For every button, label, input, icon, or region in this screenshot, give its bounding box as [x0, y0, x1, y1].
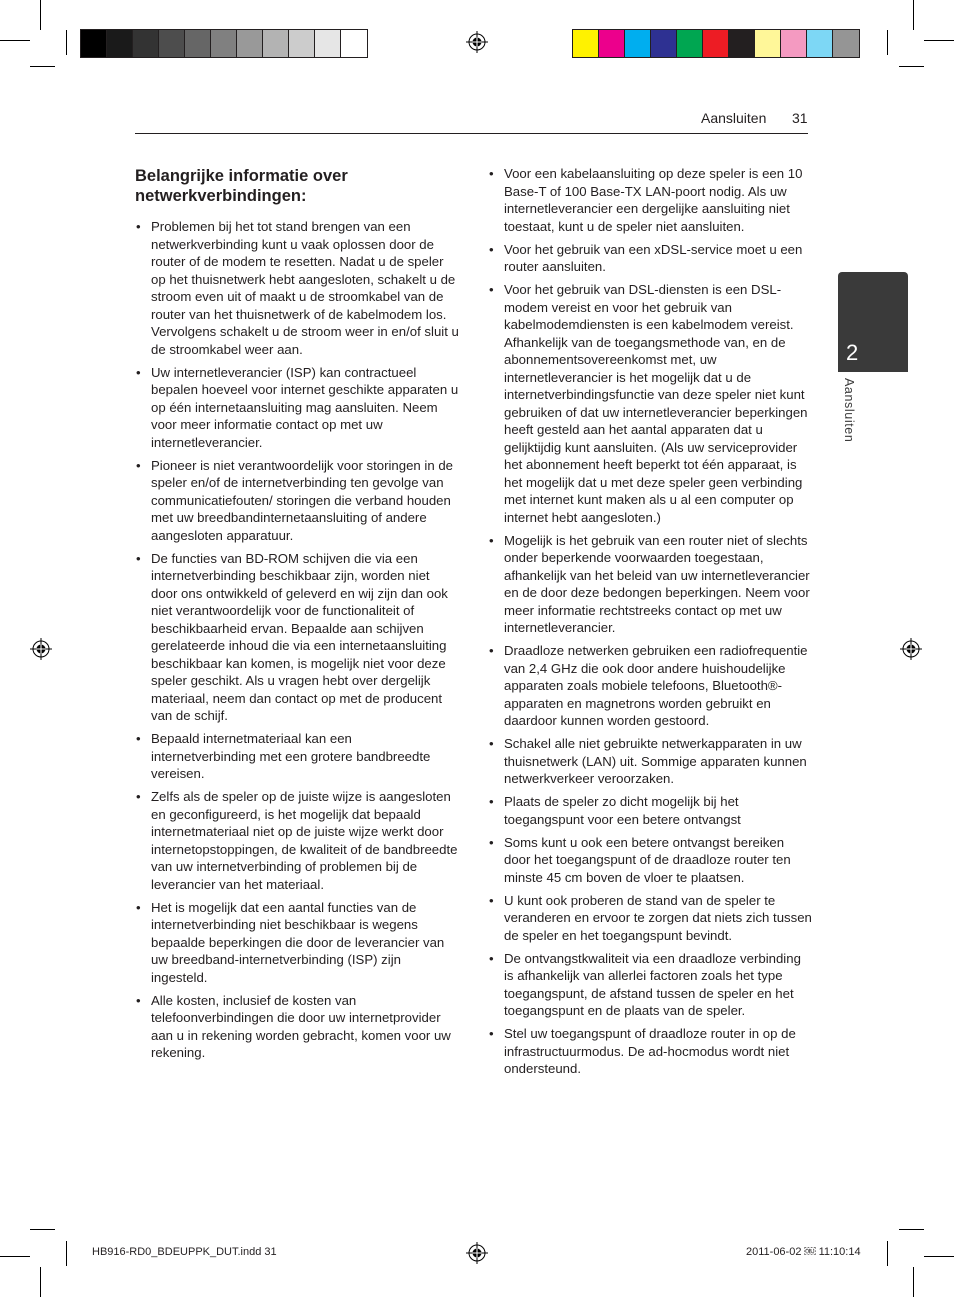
color-swatch [237, 30, 263, 57]
color-swatch [755, 30, 781, 57]
list-item-text: Plaats de speler zo dicht mogelijk bij het toegangspunt voor een betere ontvangst [504, 794, 741, 827]
list-item [488, 735, 812, 788]
crop-mark [924, 1256, 954, 1257]
list-item [488, 281, 812, 526]
list-item-text: Alle kosten, inclusief de kosten van telefoonverbindingen die door uw internetprovider aan u in rekening worden gebracht, komen voor uw rekening. [151, 992, 451, 1060]
bullet-icon: • [489, 282, 494, 297]
section-heading: Belangrijke informatie over netwerkverbindingen: [135, 167, 348, 205]
list-item [488, 241, 812, 276]
list-item-text: Voor het gebruik van een xDSL-service moet u een router aansluiten. [504, 241, 803, 274]
registration-mark-icon [30, 638, 52, 660]
crop-mark [0, 40, 30, 41]
color-swatch [807, 30, 833, 57]
list-item-text: Het is mogelijk dat een aantal functies van de internetverbinding niet beschikbaar is wegens bepaalde beperkingen die door de leverancier van uw breedband-internetverbinding (ISP) zijn ingesteld. [151, 899, 445, 985]
crop-mark [887, 1241, 888, 1266]
list-item-text: Uw internetleverancier (ISP) kan contractueel bepalen hoeveel voor internet geschikte apparaten u op één internetaansluiting mag aansluiten. Neem voor meer informatie contact op met uw internetleverancier. [151, 364, 459, 450]
list-item-text: Pioneer is niet verantwoordelijk voor storingen in de speler en/of de internetverbinding ten gevolge van communicatiefouten/ storingen die verband houden met uw breedbandinternetaansluiting of andere aangesloten apparatuur. [151, 457, 454, 543]
list-item [135, 730, 459, 783]
color-swatch [159, 30, 185, 57]
footer-datetime: 2011-06-02 ￼ 11:10:14 [746, 1246, 861, 1258]
left-bullet-list [135, 218, 459, 1062]
list-item-text: U kunt ook proberen de stand van de speler te veranderen en ervoor te zorgen dat niets zich tussen de speler en het toegangspunt bevindt. [504, 892, 812, 943]
list-item [488, 793, 812, 828]
list-item-text: Mogelijk is het gebruik van een router niet of slechts onder beperkende voorwaarden toegestaan, afhankelijk van het beleid van uw internetleverancier en de door deze bedongen beperkingen. Neem voor meer informatie rechtstreeks contact op met uw internetleverancier. [504, 532, 810, 635]
color-swatch [341, 30, 367, 57]
list-item [488, 165, 812, 235]
crop-mark [913, 1267, 914, 1297]
bullet-icon: • [136, 550, 141, 566]
color-swatch [833, 30, 859, 57]
list-item-text: Schakel alle niet gebruikte netwerkapparaten in uw thuisnetwerk (LAN) uit. Sommige apparaten kunnen netwerkverkeer veroorzaken. [504, 736, 807, 786]
list-item [488, 642, 812, 730]
crop-mark [913, 0, 914, 30]
list-item-text: De ontvangstkwaliteit via een draadloze verbinding is afhankelijk van allerlei factoren zoals het type toegangspunt, de afstand tussen de speler en het toegangspunt en de plaats van de speler. [504, 950, 801, 1018]
bullet-icon: • [489, 166, 494, 181]
color-swatch [599, 30, 625, 57]
bullet-icon: • [136, 899, 141, 915]
color-swatch [289, 30, 315, 57]
color-swatch [651, 30, 677, 57]
list-item [488, 1025, 812, 1078]
header-section: Aansluiten [701, 110, 767, 126]
crop-mark [30, 66, 55, 67]
crop-mark [30, 1229, 55, 1230]
bullet-icon: • [489, 1026, 494, 1041]
header-rule [135, 133, 808, 134]
bullet-icon: • [136, 364, 141, 380]
registration-mark-icon [466, 1242, 488, 1264]
list-item-text: Voor een kabelaansluiting op deze speler is een 10 Base-T of 100 Base-TX LAN-poort nodig. Als uw internetleverancier een dergelijke aansluiting niet toestaat, kunt u de speler niet aansluiten. [504, 166, 803, 234]
color-swatch [211, 30, 237, 57]
bullet-icon: • [489, 794, 494, 809]
grayscale-color-bar [80, 29, 368, 58]
chapter-side-label [838, 378, 866, 458]
list-item [135, 992, 459, 1062]
bullet-icon: • [489, 643, 494, 658]
color-swatch [133, 30, 159, 57]
list-item [135, 364, 459, 452]
list-item [488, 892, 812, 945]
color-swatch [677, 30, 703, 57]
bullet-icon: • [489, 736, 494, 751]
crop-mark [899, 66, 924, 67]
chapter-label: Aansluiten [842, 378, 856, 443]
list-item-text: Bepaald internetmateriaal kan een internetverbinding met een grotere bandbreedte vereisen. [151, 731, 431, 781]
registration-mark-icon [466, 31, 488, 53]
list-item [135, 457, 459, 545]
color-swatch [781, 30, 807, 57]
color-swatch [573, 30, 599, 57]
bullet-icon: • [136, 457, 141, 473]
bullet-icon: • [489, 892, 494, 908]
crop-mark [899, 1229, 924, 1230]
list-item [488, 834, 812, 887]
color-swatch [185, 30, 211, 57]
bullet-icon: • [136, 731, 141, 746]
bullet-icon: • [136, 992, 141, 1008]
list-item-text: De functies van BD-ROM schijven die via een internetverbinding beschikbaar zijn, worden niet door ons ontwikkeld of geleverd en wij zijn dan ook niet verantwoordelijk voor de functionaliteit of beschikbaarheid ervan. Bepaalde aan schijven gerelateerde inhoud die via een internetaansluiting beschikbaar kan komen, is mogelijk niet voor deze speler geschikt. Als u vragen hebt over dergelijk materiaal, neem dan contact op met de producent van de schijf. [151, 550, 448, 723]
color-swatch [703, 30, 729, 57]
list-item [135, 788, 459, 893]
crop-mark [40, 0, 41, 30]
registration-mark-icon [900, 638, 922, 660]
page-number: 31 [792, 110, 808, 126]
right-bullet-list [488, 165, 812, 1078]
list-item-text: Zelfs als de speler op de juiste wijze is aangesloten en geconfigureerd, is het mogelijk dat bepaald internetmateriaal niet op de juiste wijze werkt door internetopstoppingen, de kwaliteit of de bandbreedte van uw internetverbinding of problemen bij de leverancier van het materiaal. [151, 789, 458, 892]
list-item [488, 532, 812, 637]
color-swatch [625, 30, 651, 57]
crop-mark [40, 1267, 41, 1297]
footer-file-name: HB916-RD0_BDEUPPK_DUT.indd 31 [92, 1246, 277, 1258]
crop-mark [0, 1256, 30, 1257]
list-item-text: Soms kunt u ook een betere ontvangst bereiken door het toegangspunt of de draadloze router ten minste 45 cm boven de vloer te plaatsen. [504, 834, 791, 885]
crop-mark [924, 40, 954, 41]
color-swatch [107, 30, 133, 57]
bullet-icon: • [489, 532, 494, 548]
color-swatch [729, 30, 755, 57]
left-column [135, 218, 459, 1067]
list-item [135, 218, 459, 358]
process-color-bar [572, 29, 860, 58]
list-item [488, 950, 812, 1020]
right-column [488, 165, 812, 1083]
list-item-text: Voor het gebruik van DSL-diensten is een DSL-modem vereist en voor het gebruik van kabelmodemdiensten is een kabelmodem vereist. Afhankelijk van de toegangsmethode van, en de abonnementsovereenkomst met, uw internetleverancier is het mogelijk dat u de internetverbindingsfunctie van deze speler niet kunt gebruiken of dat uw internetleverancier beperkingen heeft gesteld aan het aantal apparaten dat u gelijktijdig kunt aansluiten. (Als uw serviceprovider het abonnement heeft beperkt tot één apparaat, is het mogelijk dat u met deze speler geen verbinding met internet kunt maken als u al een computer op internet hebt aangesloten.) [504, 282, 808, 525]
bullet-icon: • [136, 219, 141, 234]
color-swatch [81, 30, 107, 57]
color-swatch [315, 30, 341, 57]
list-item-text: Draadloze netwerken gebruiken een radiofrequentie van 2,4 GHz die ook door andere huishoudelijke apparaten zoals mobiele telefoons, Bluetooth®-apparaten en magnetrons worden gebruikt en daardoor kunnen worden gestoord. [504, 643, 808, 728]
list-item-text: Problemen bij het tot stand brengen van een netwerkverbinding kunt u vaak oplossen door de router of de modem te resetten. Nadat u de speler op het thuisnetwerk hebt aangesloten, schakelt u de stroom even uit of maakt u de stroomkabel van de router van het thuisnetwerk of de kabelmodem los. Vervolgens schakelt u de stroom weer in en/of sluit u de stroomkabel weer aan. [151, 219, 459, 357]
bullet-icon: • [489, 834, 494, 850]
list-item [135, 550, 459, 725]
crop-mark [887, 30, 888, 55]
crop-mark [66, 1241, 67, 1266]
bullet-icon: • [136, 789, 141, 804]
chapter-number: 2 [846, 340, 859, 365]
crop-mark [66, 30, 67, 55]
list-item-text: Stel uw toegangspunt of draadloze router in op de infrastructuurmodus. De ad-hocmodus wordt niet ondersteund. [504, 1026, 796, 1076]
list-item [135, 899, 459, 987]
bullet-icon: • [489, 241, 494, 257]
color-swatch [263, 30, 289, 57]
bullet-icon: • [489, 950, 494, 966]
